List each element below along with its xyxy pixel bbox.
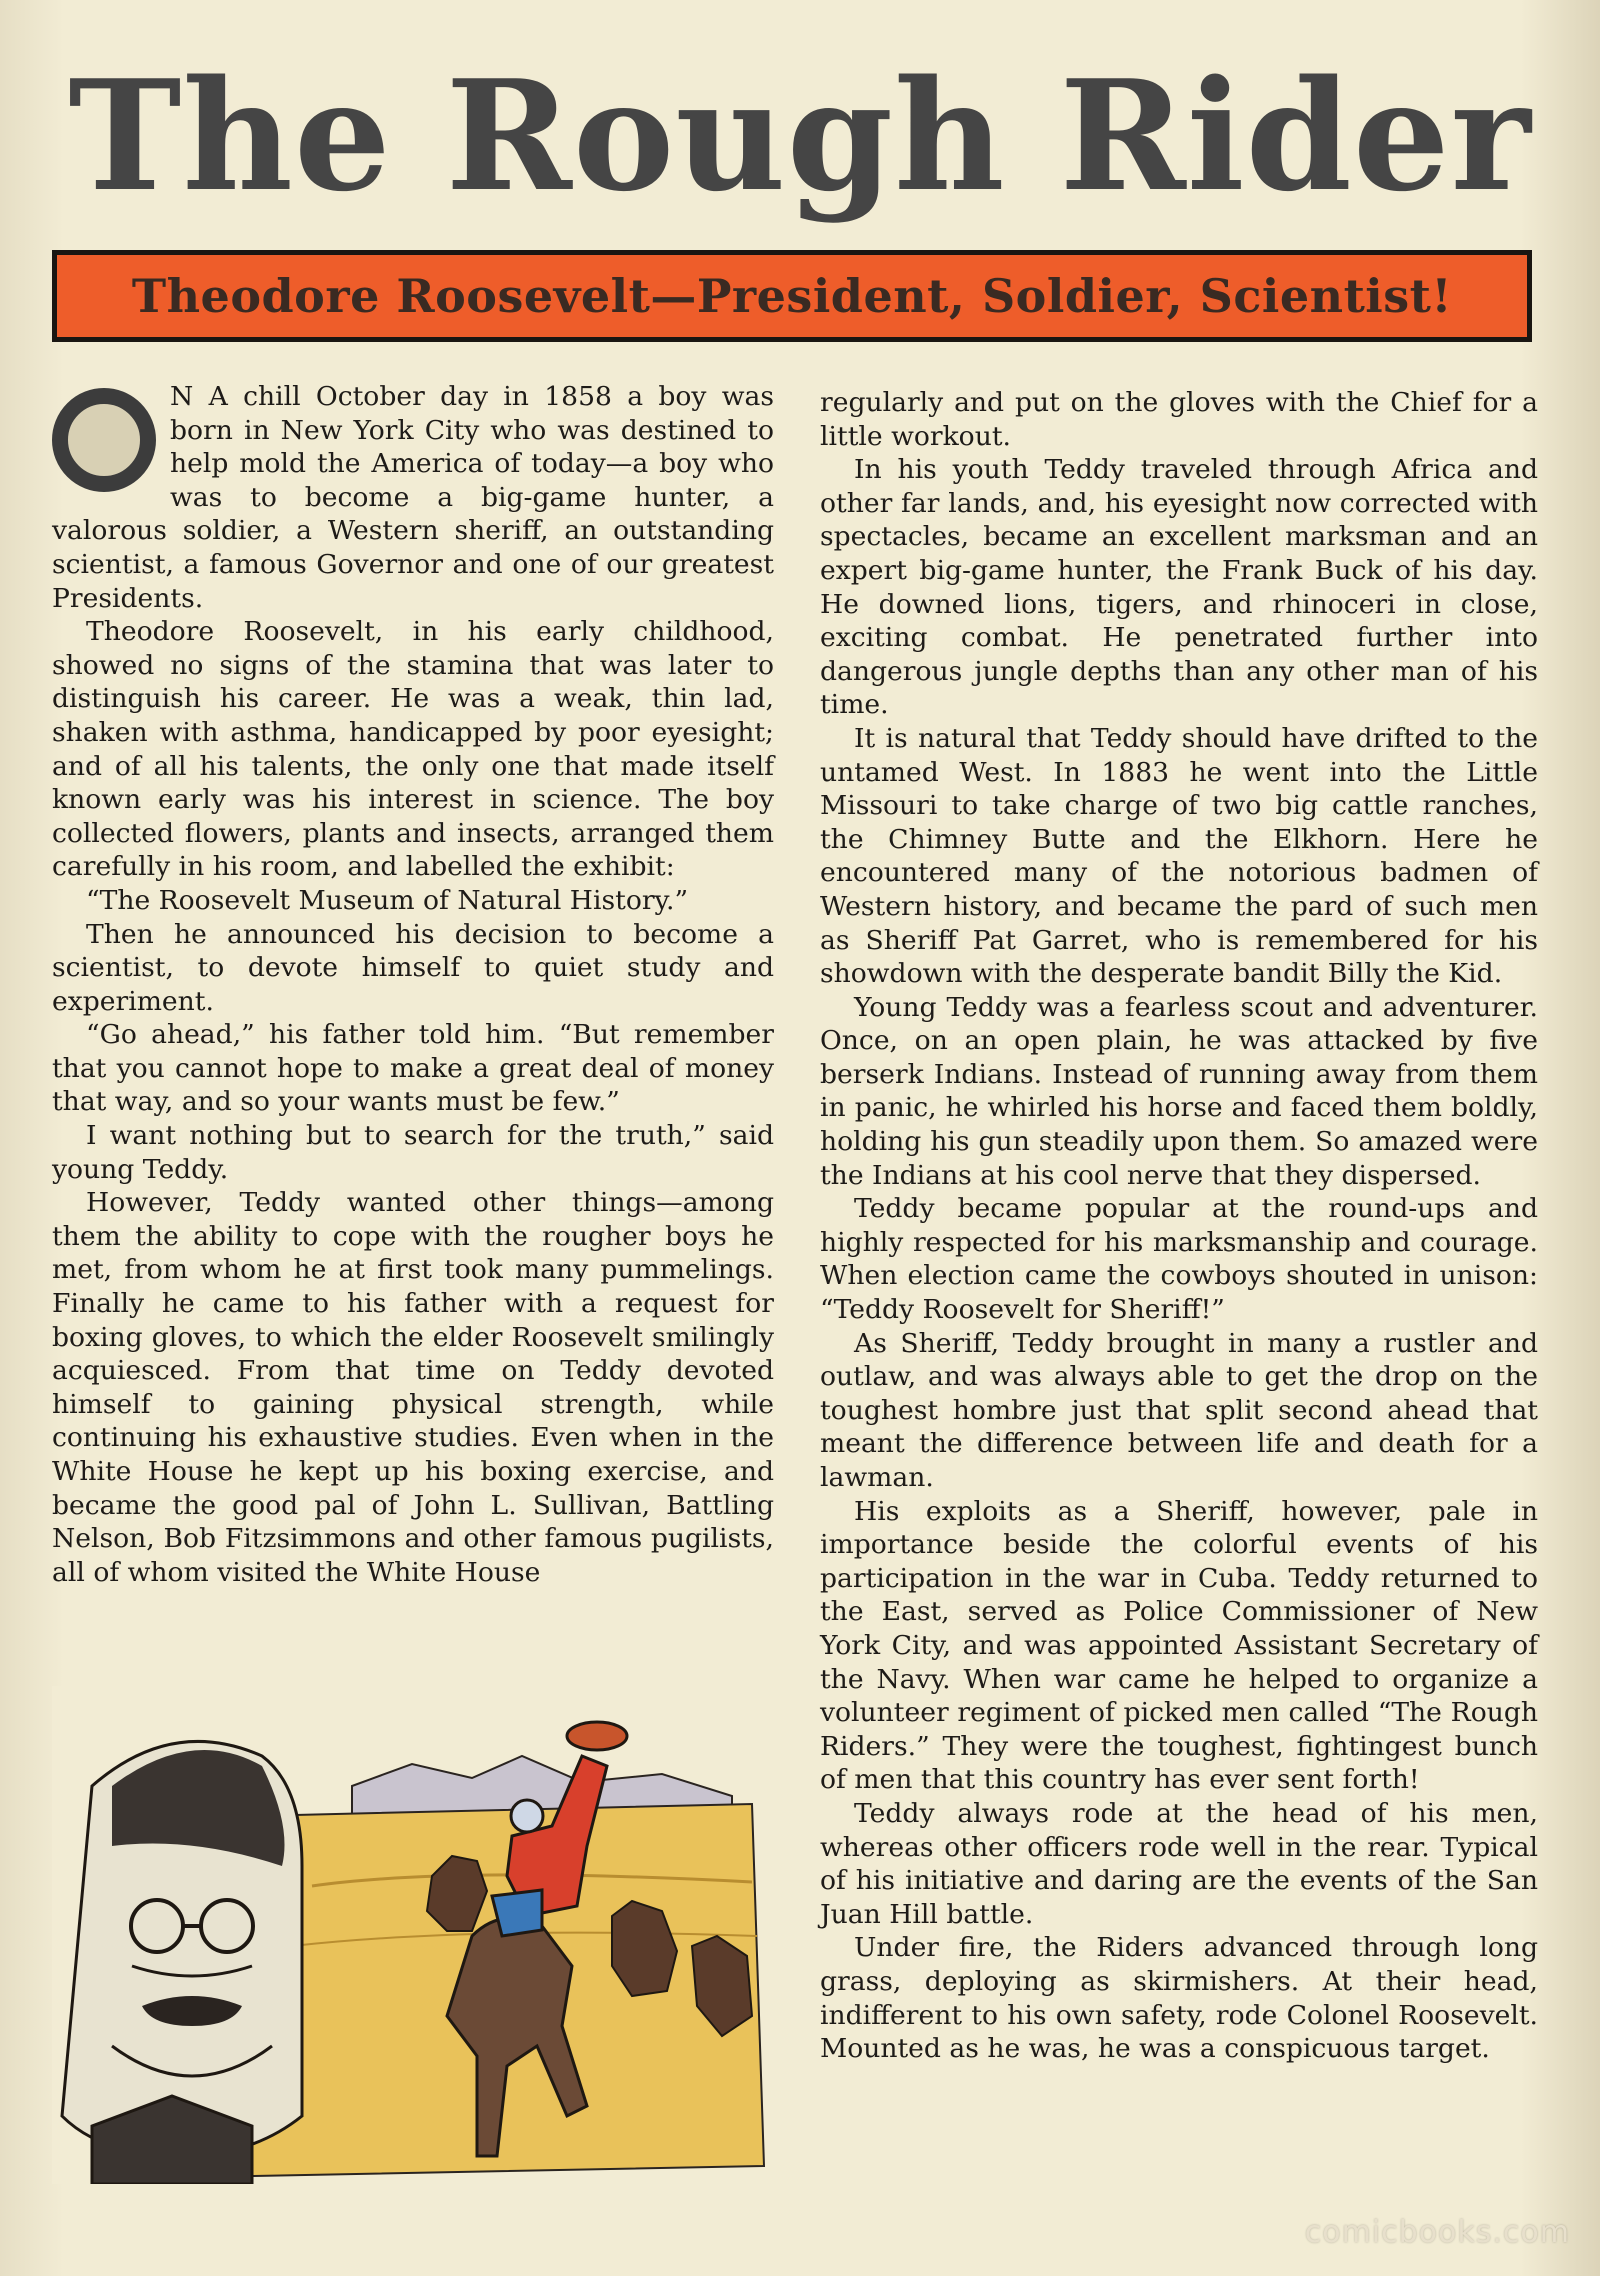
subtitle-text: Theodore Roosevelt—President, Soldier, Scientist! [131,269,1453,323]
paragraph: In his youth Teddy traveled through Africa and other far lands, and, his eyesight now corrected with spectacles, became an excellent marksman and an expert big-game hunter, the Frank Buck of his day. He downed lions, tigers, and rhinoceri in close, exciting combat. He penetrated further into dangerous jungle depths than any other man of his time. [820,454,1538,721]
paragraph: It is natural that Teddy should have drifted to the untamed West. In 1883 he went into the Little Missouri to take charge of two big cattle ranches, the Chimney Butte and the Elkhorn. Here he encountered many of the notorious badmen of Western history, and became the pard of such men as Sheriff Pat Garret, who is remembered for his showdown with the desperate bandit Billy the Kid. [820,722,1538,990]
paragraph: Young Teddy was a fearless scout and adventurer. Once, on an open plain, he was attacked by five berserk Indians. Instead of running away from them in panic, he whirled his horse and faced them boldly, holding his gun steadily upon them. So amazed were the Indians at his cool nerve that they dispersed. [820,991,1538,1191]
paragraph: However, Teddy wanted other things—among them the ability to cope with the rougher boys he met, from whom he at first took many pummelings. Finally he came to his father with a request for boxing gloves, to which the elder Roosevelt smilingly acquiesced. From that time on Teddy devoted himself to gaining physical strength, while continuing his exhaustive studies. Even when in the White House he kept up his boxing exercise, and became the good pal of John L. Sullivan, Battling Nelson, Bob Fitzsimmons and other famous pugilists, all of whom visited the White House [52,1187,774,1588]
subtitle-banner [52,250,1532,342]
paragraph: Then he announced his decision to become a scientist, to devote himself to quiet study and experiment. [52,918,774,1017]
paragraph: Under fire, the Riders advanced through long grass, deploying as skirmishers. At their head, indifferent to his own safety, rode Colonel Roosevelt. Mounted as he was, he was a conspicuous target. [820,1932,1538,2065]
paragraph: “Go ahead,” his father told him. “But remember that you cannot hope to make a great deal of money that way, and so your wants must be few.” [52,1019,774,1118]
watermark: comicbooks.com [1304,2215,1570,2250]
paragraph: regularly and put on the gloves with the Chief for a little workout. [820,387,1538,452]
paragraph: Teddy became popular at the round-ups and highly respected for his marksmanship and courage. When election came the cowboys shouted in unison: “Teddy Roosevelt for Sheriff!” [820,1193,1538,1326]
paragraph: I want nothing but to search for the truth,” said young Teddy. [52,1120,774,1185]
page-title: The Rough Rider [68,46,1532,225]
roosevelt-rough-rider-illustration [52,1686,774,2184]
paragraph: As Sheriff, Teddy brought in many a rustler and outlaw, and was always able to get the drop on the toughest hombre just that split second ahead that meant the difference between life and death for a lawman. [820,1327,1538,1493]
article-column-right [820,386,1538,2066]
paragraph: His exploits as a Sheriff, however, pale in importance beside the colorful events of his participation in the war in Cuba. Teddy returned to the East, served as Police Commissioner of New York City, and was appointed Assistant Secretary of the Navy. When war came he helped to organize a volunteer regiment of picked men called “The Rough Riders.” They were the toughest, fightingest bunch of men that this country has ever sent forth! [820,1495,1538,1796]
paragraph: Theodore Roosevelt, in his early childhood, showed no signs of the stamina that was later to distinguish his career. He was a weak, thin lad, shaken with asthma, handicapped by poor eyesight; and of all his talents, the only one that made itself known early was his interest in science. The boy collected flowers, plants and insects, arranged them carefully in his room, and labelled the exhibit: [52,616,774,883]
article-column-left [52,380,774,1589]
paragraph: Teddy always rode at the head of his men, whereas other officers rode well in the rear. Typical of his initiative and daring are the events of the San Juan Hill battle. [820,1797,1538,1930]
paragraph: “The Roosevelt Museum of Natural History.” [86,884,689,916]
paragraph: N A chill October day in 1858 a boy was born in New York City who was destined to help mold the America of today—a boy who was to become a big-game hunter, a valorous soldier, a Western sheriff, an outstanding scientist, a famous Governor and one of our greatest Presidents. [52,381,774,614]
drop-cap-o [52,388,156,492]
